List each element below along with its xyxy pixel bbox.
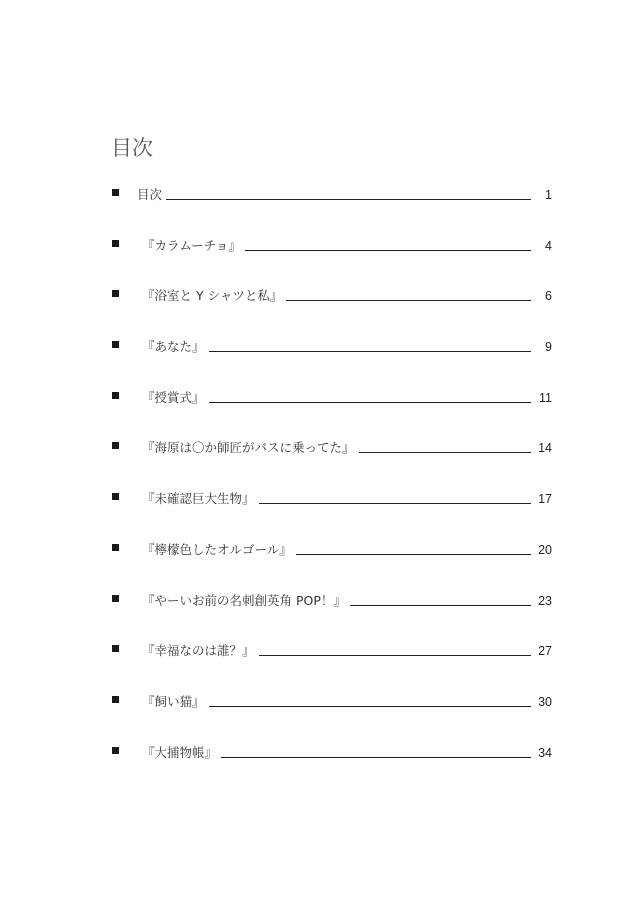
toc-entry-title: 『大捕物帳』 — [142, 744, 218, 760]
toc-leader-line — [209, 351, 531, 352]
toc-entry-title: 『幸福なのは誰？』 — [142, 643, 255, 659]
toc-entry-line — [138, 180, 552, 204]
toc-leader-line — [259, 655, 531, 656]
square-bullet-icon — [112, 392, 119, 399]
square-bullet-icon — [112, 645, 119, 652]
toc-page-number: 27 — [538, 644, 552, 659]
toc-entry[interactable] — [112, 535, 552, 586]
toc-entry-line — [138, 484, 552, 508]
toc-entry-line — [138, 687, 552, 711]
toc-entry-line — [138, 738, 552, 762]
toc-heading: 目次 — [111, 136, 153, 160]
toc-entry-line — [138, 636, 552, 660]
toc-entry-title: 『カラムーチョ』 — [142, 237, 241, 253]
square-bullet-icon — [112, 442, 119, 449]
square-bullet-icon — [112, 341, 119, 348]
toc-entry-title: 『授賞式』 — [142, 389, 205, 405]
toc-page-number: 9 — [545, 340, 552, 355]
toc-leader-line — [296, 554, 531, 555]
toc-leader-line — [221, 757, 531, 758]
toc-entry[interactable] — [112, 231, 552, 282]
toc-entry-title: 『あなた』 — [142, 339, 205, 355]
toc-entry-title: 『飼い猫』 — [142, 693, 205, 709]
toc-entry[interactable] — [112, 281, 552, 332]
toc-entry-title: 『未確認巨大生物』 — [142, 491, 255, 507]
toc-page-number: 14 — [538, 441, 552, 456]
toc-entry[interactable] — [112, 180, 552, 231]
square-bullet-icon — [112, 544, 119, 551]
toc-entry-title: 目次 — [137, 187, 163, 202]
toc-entry[interactable] — [112, 484, 552, 535]
toc-entry-title: 『やーいお前の名刺創英角 POP！』 — [142, 592, 346, 608]
toc-leader-line — [209, 402, 531, 403]
toc-page-number: 1 — [545, 188, 552, 202]
toc-page-number: 20 — [538, 542, 552, 557]
toc-entry[interactable] — [112, 433, 552, 484]
toc-page-number: 4 — [545, 238, 552, 253]
toc-leader-line — [166, 199, 531, 200]
square-bullet-icon — [112, 240, 119, 247]
square-bullet-icon — [112, 696, 119, 703]
toc-page-number: 30 — [538, 694, 552, 709]
toc-entry-title: 『檸檬色したオルゴール』 — [142, 541, 292, 557]
square-bullet-icon — [112, 747, 119, 754]
toc-page-number: 11 — [539, 390, 552, 405]
toc-leader-line — [209, 706, 531, 707]
toc-entry[interactable] — [112, 332, 552, 383]
toc-entry-line — [138, 332, 552, 356]
toc-leader-line — [359, 452, 531, 453]
square-bullet-icon — [112, 493, 119, 500]
toc-leader-line — [259, 503, 531, 504]
toc-list — [112, 180, 552, 788]
toc-entry-title: 『浴室と Y シャツと私』 — [142, 288, 283, 304]
square-bullet-icon — [112, 595, 119, 602]
toc-entry-line — [138, 433, 552, 457]
toc-entry[interactable] — [112, 383, 552, 434]
toc-leader-line — [350, 605, 531, 606]
toc-entry[interactable] — [112, 586, 552, 637]
toc-entry[interactable] — [112, 636, 552, 687]
toc-entry-title: 『海原は〇か師匠がバスに乗ってた』 — [142, 440, 355, 456]
toc-page-number: 17 — [538, 492, 552, 507]
square-bullet-icon — [112, 189, 119, 196]
toc-page-number: 23 — [538, 593, 552, 608]
toc-leader-line — [245, 250, 531, 251]
toc-entry-line — [138, 231, 552, 255]
toc-page-number: 34 — [538, 745, 552, 760]
toc-leader-line — [286, 300, 531, 301]
toc-entry-line — [138, 383, 552, 407]
toc-page-number: 6 — [545, 289, 552, 304]
toc-entry-line — [138, 281, 552, 305]
toc-entry[interactable] — [112, 687, 552, 738]
square-bullet-icon — [112, 290, 119, 297]
toc-entry-line — [138, 535, 552, 559]
toc-entry-line — [138, 586, 552, 610]
toc-entry[interactable] — [112, 738, 552, 789]
